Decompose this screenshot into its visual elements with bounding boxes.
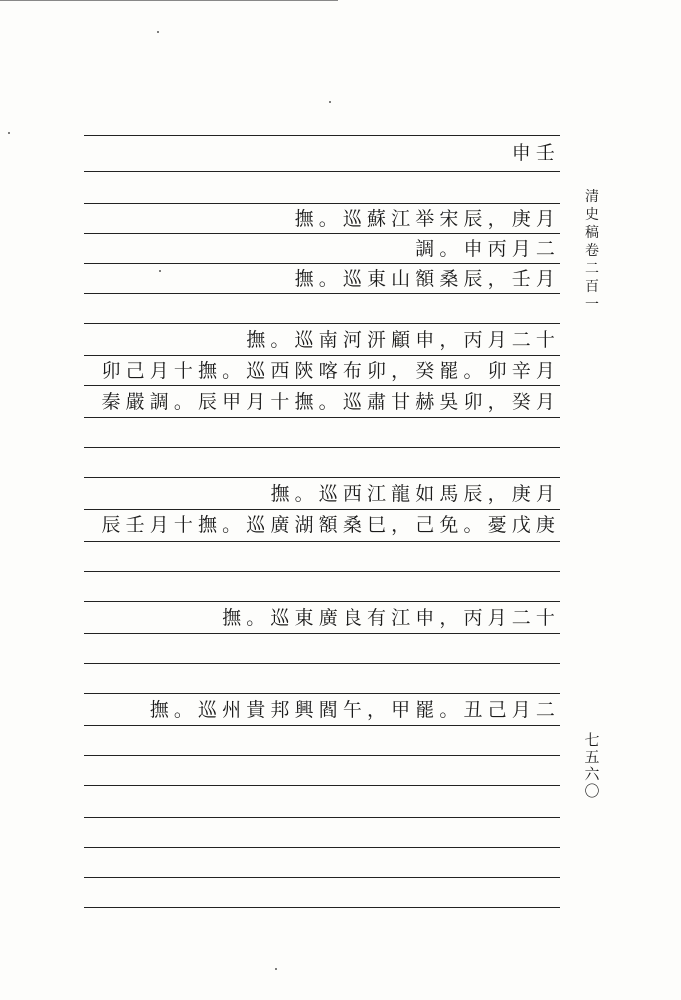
row-rule [84,417,560,418]
row-rule [84,755,560,756]
row-rule [84,171,560,172]
table-row: 撫。巡西江龍如馬辰，庚月 [270,483,560,505]
row-rule [84,447,560,448]
paper-speck [8,132,10,134]
row-rule [84,541,560,542]
table-row: 卯己月十撫。巡西陝喀布卯，癸罷。卯辛月 [101,360,560,382]
table-row: 秦嚴調。辰甲月十撫。巡肅甘赫吳卯，癸月 [101,391,560,413]
table-row: 撫。巡南河汧顧申，丙月二十 [246,329,560,351]
row-rule [84,663,560,664]
table-row: 撫。巡蘇江举宋辰，庚月 [294,208,560,230]
row-rule [84,633,560,634]
row-rule [84,477,560,478]
row-rule [84,135,560,136]
row-rule [84,601,560,602]
row-rule [84,877,560,878]
table-row: 撫。巡東山額桑辰，壬月 [294,268,560,290]
row-rule [84,323,560,324]
table-row: 撫。巡州貴邦興閻午，甲罷。丑己月二 [149,699,560,721]
running-header: 清史稿卷二百一 [585,189,599,313]
paper-speck [329,101,331,103]
paper-speck [157,31,159,33]
table-row: 辰壬月十撫。巡廣湖額桑巳，己免。憂戊庚 [101,514,560,536]
table-row: 申壬 [511,142,560,164]
row-rule [84,817,560,818]
row-rule [84,571,560,572]
paper-speck [275,968,277,970]
paper-speck [159,270,161,272]
row-rule [84,907,560,908]
page-number: 七五六〇 [584,731,600,800]
table-row: 調。申丙月二 [415,238,560,260]
row-rule [84,847,560,848]
row-rule [84,725,560,726]
table-row: 撫。巡東廣良有江申，丙月二十 [222,607,560,629]
row-rule [84,785,560,786]
row-rule [84,693,560,694]
top-edge-line [0,0,338,1]
